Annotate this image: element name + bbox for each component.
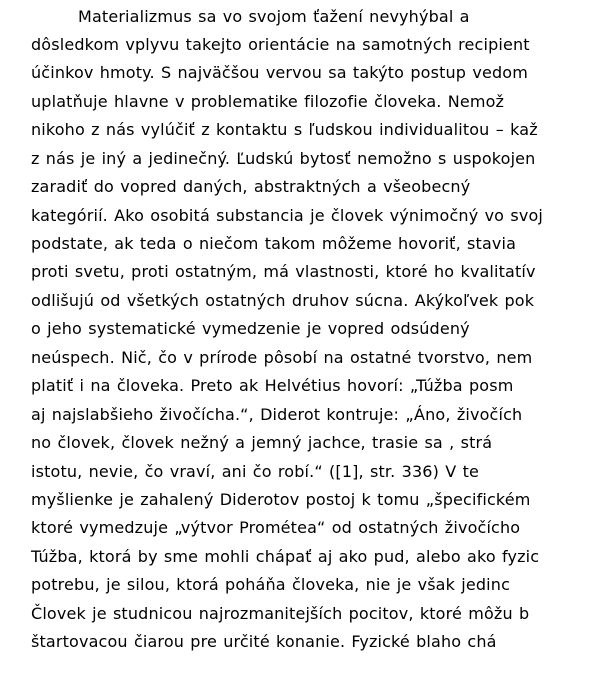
text-line-6: z nás je iný a jedinečný. Ľudskú bytosť nemožno s uspokojen [31,149,536,168]
text-line-7: zaradiť do vopred daných, abstraktných a všeobecný [31,177,471,196]
text-line-17: istotu, nevie, čo vraví, ani čo robí.“ ([1], str. 336) V te [31,462,480,481]
text-line-13: neúspech. Nič, čo v prírode pôsobí na ostatné tvorstvo, nem [31,348,533,367]
text-line-21: potrebu, je silou, ktorá poháňa človeka, nie je však jedinc [31,575,511,594]
text-line-10: proti svetu, proti ostatným, má vlastnosti, ktoré ho kvalitatív [31,262,536,281]
text-line-22: Človek je studnicou najrozmanitejších pocitov, ktoré môžu b [31,604,530,623]
text-line-2: dôsledkom vplyvu takejto orientácie na samotných recipient [31,35,530,54]
text-line-9: podstate, ak teda o niečom takom môžeme hovoriť, stavia [31,234,517,253]
text-line-18: myšlienke je zahalený Diderotov postoj k tomu „špecifickém [31,490,531,509]
text-line-4: uplatňuje hlavne v problematike filozofie človeka. Nemož [31,92,505,111]
text-line-23: štartovacou čiarou pre určité konanie. Fyzické blaho chá [31,632,497,651]
text-line-11: odlišujú od všetkých ostatných druhov súcna. Akýkoľvek pok [31,291,535,310]
text-line-3: účinkov hmoty. S najväčšou vervou sa takýto postup vedom [31,63,528,82]
text-line-5: nikoho z nás vylúčiť z kontaktu s ľudskou individualitou – kaž [31,120,538,139]
text-line-8: kategórií. Ako osobitá substancia je človek výnimočný vo svoj [31,206,544,225]
text-line-1: Materializmus sa vo svojom ťažení nevyhýbal a [78,7,470,26]
text-line-19: ktoré vymedzuje „výtvor Prométea“ od ostatných živočícho [31,518,521,537]
text-line-14: platiť i na človeka. Preto ak Helvétius hovorí: „Túžba posm [31,376,514,395]
text-line-15: aj najslabšieho živočícha.“, Diderot kontruje: „Áno, živočích [31,405,523,424]
text-line-16: no človek, človek nežný a jemný jachce, trasie sa , strá [31,433,493,452]
text-line-12: o jeho systematické vymedzenie je vopred odsúdený [31,319,470,338]
text-line-20: Túžba, ktorá by sme mohli chápať aj ako pud, alebo ako fyzic [31,547,540,566]
